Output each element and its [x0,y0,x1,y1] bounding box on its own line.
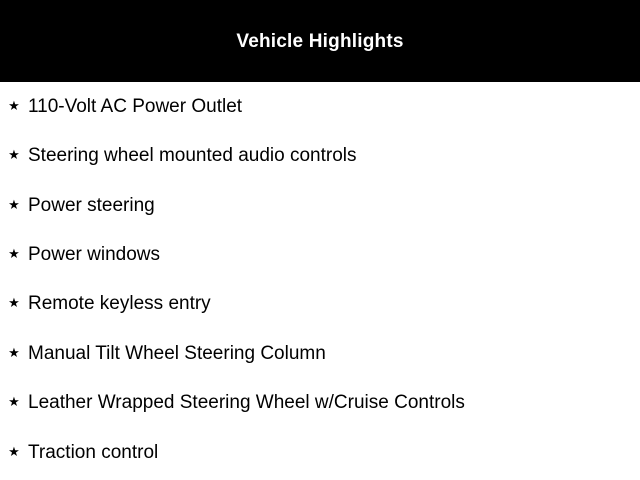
highlight-label: Remote keyless entry [28,293,211,314]
list-item [0,144,640,168]
star-icon: ★ [8,148,20,163]
highlight-label: Traction control [28,442,159,463]
star-icon: ★ [8,395,20,410]
list-item [0,391,640,415]
list-item [0,95,640,119]
header-bar [0,0,640,82]
star-icon: ★ [8,198,20,213]
star-icon: ★ [8,247,20,262]
highlight-label: 110-Volt AC Power Outlet [28,96,243,117]
star-icon: ★ [8,296,20,311]
list-item [0,342,640,366]
star-icon: ★ [8,99,20,114]
highlight-label: Power windows [28,244,160,265]
page-title: Vehicle Highlights [236,31,404,52]
highlight-label: Power steering [28,195,155,216]
highlight-label: Steering wheel mounted audio controls [28,145,357,166]
star-icon: ★ [8,346,20,361]
list-item [0,243,640,267]
list-item [0,292,640,316]
list-item [0,441,640,465]
highlight-label: Leather Wrapped Steering Wheel w/Cruise Controls [28,392,465,413]
list-item [0,194,640,218]
highlight-label: Manual Tilt Wheel Steering Column [28,343,326,364]
star-icon: ★ [8,445,20,460]
